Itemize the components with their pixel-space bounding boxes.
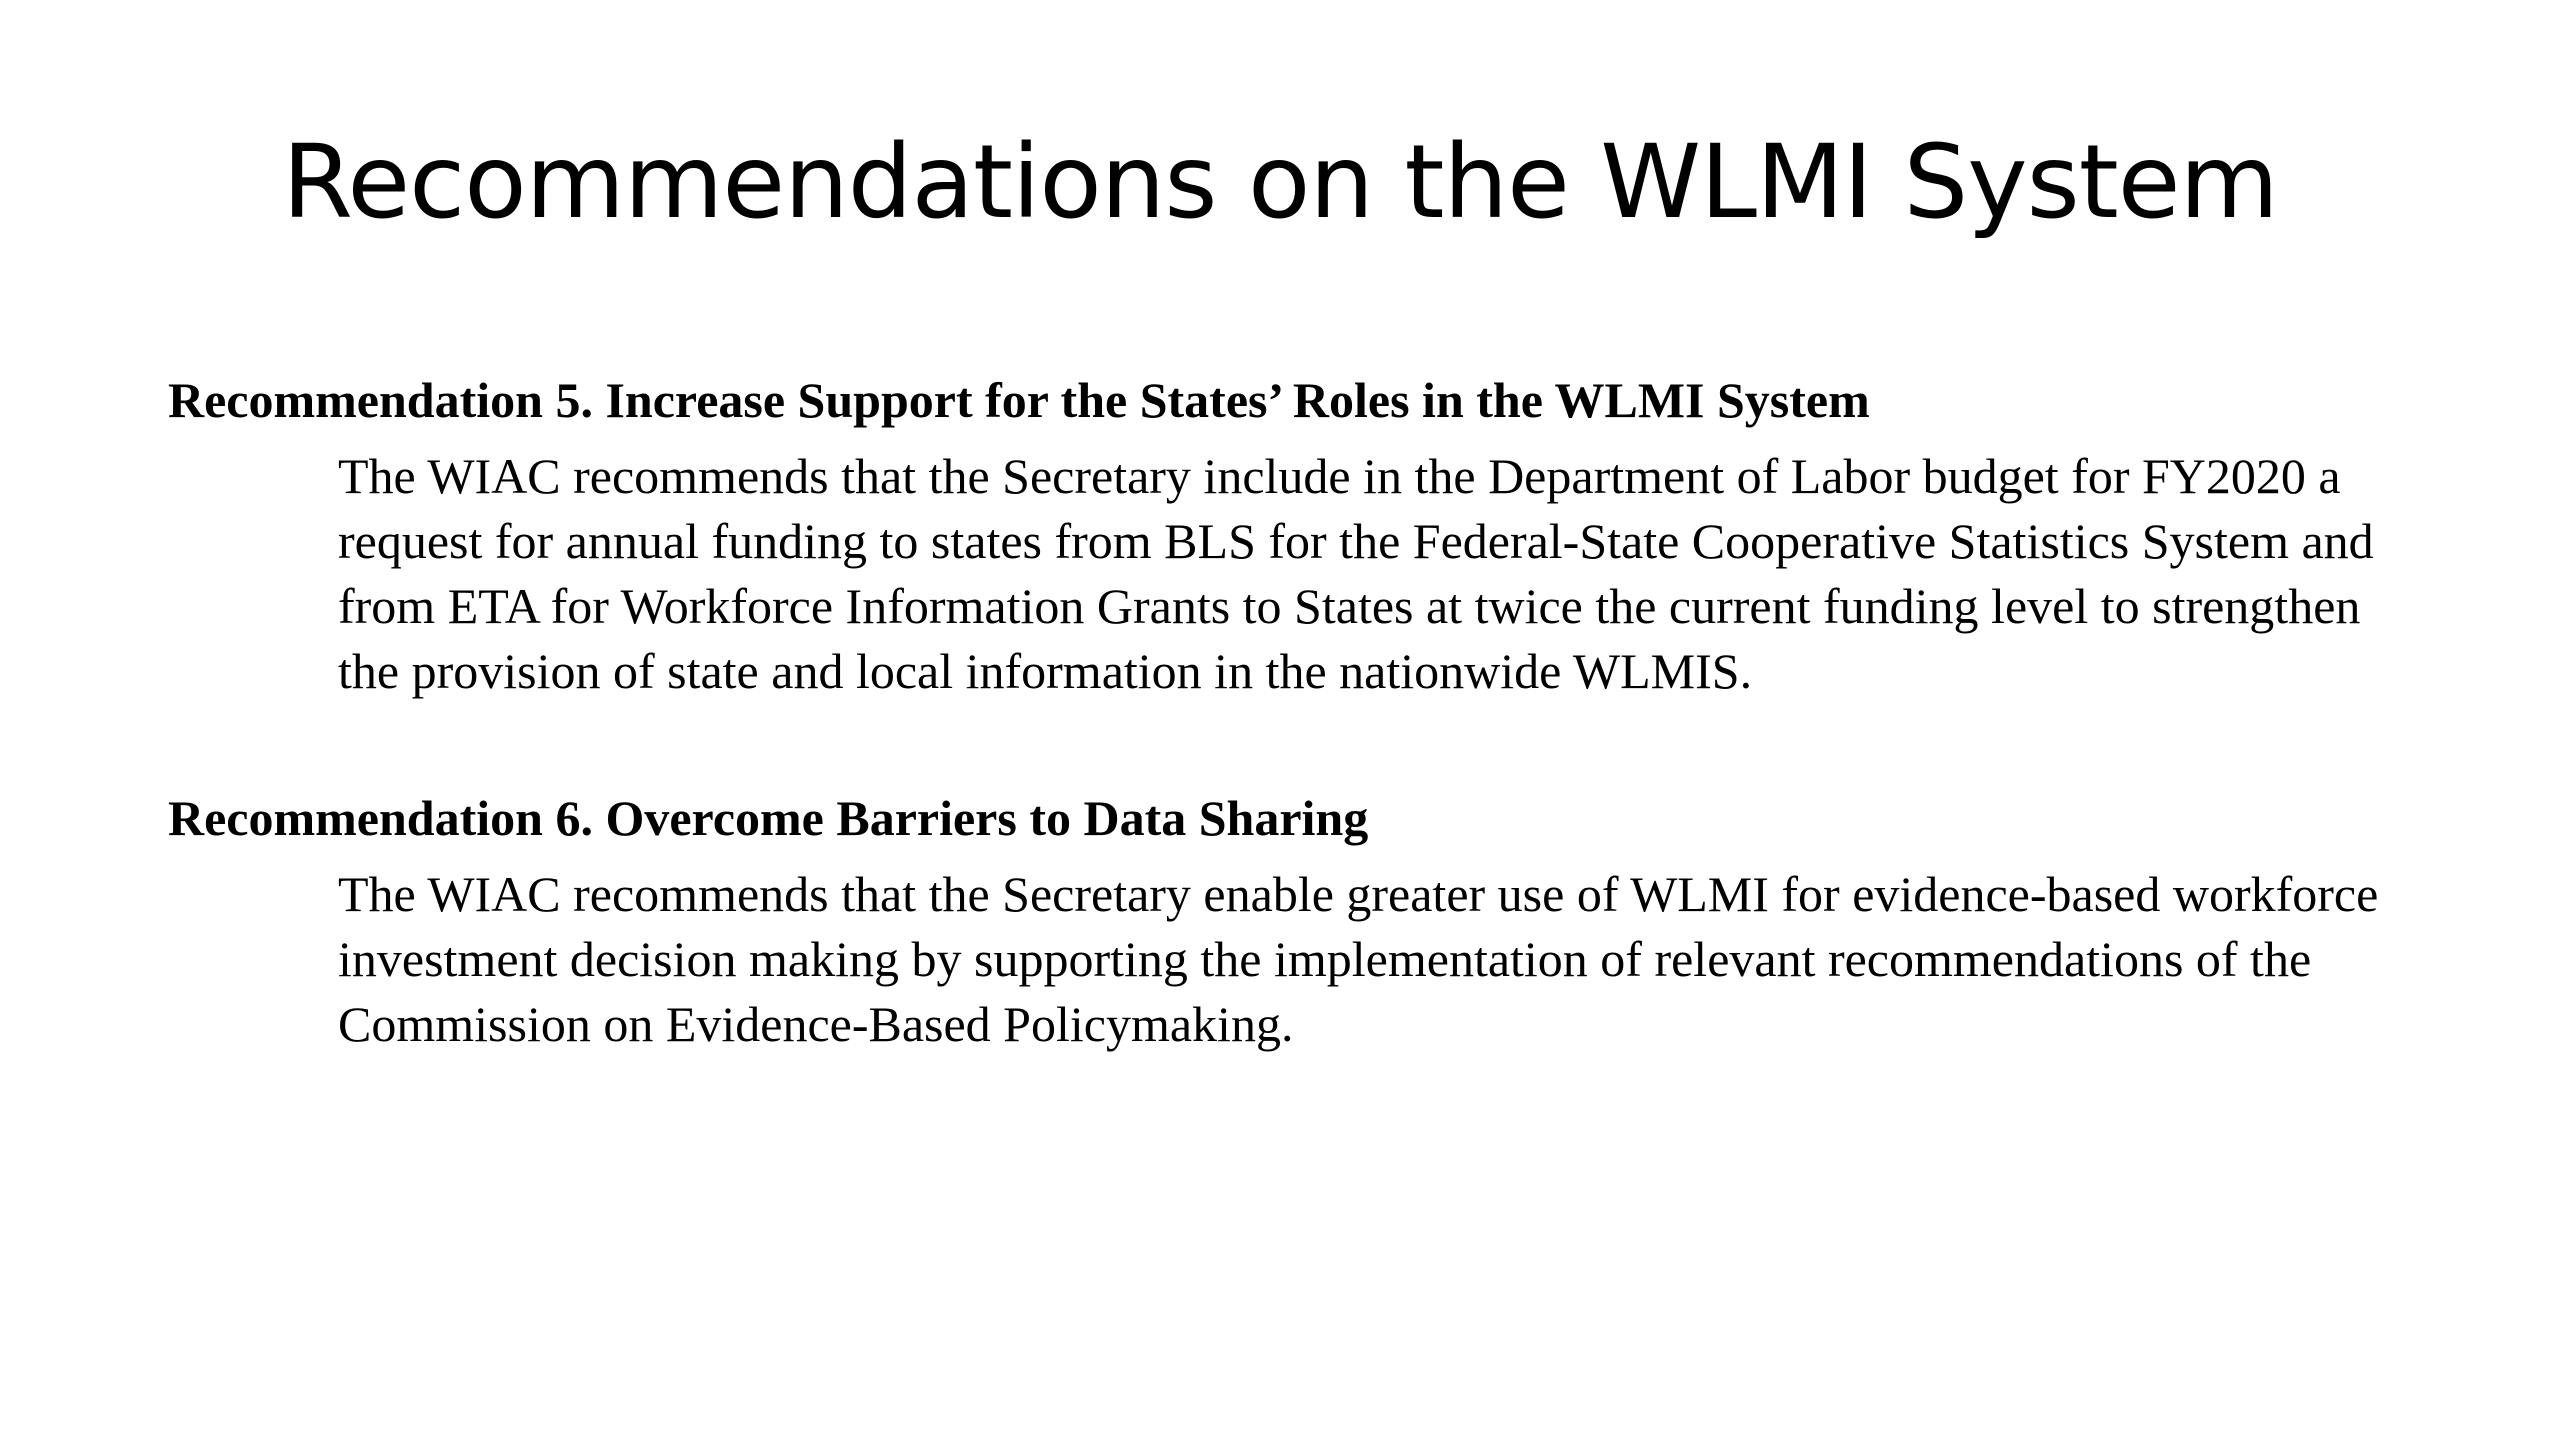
recommendations-excerpt (168, 362, 2408, 1133)
recommendation-5-heading: Recommendation 5. Increase Support for the States’ Roles in the WLMI System (168, 372, 1870, 428)
recommendation-6-body: The WIAC recommends that the Secretary enable greater use of WLMI for evidence-based workforce investment decision making by supporting the implementation of relevant recommendations of the Commission on Evidence-Based Policymaking. (338, 866, 2379, 1052)
slide-title: Recommendations on the WLMI System (282, 123, 2278, 242)
recommendation-5 (168, 362, 2408, 704)
recommendation-6-heading: Recommendation 6. Overcome Barriers to Data Sharing (168, 790, 1369, 846)
recommendation-6 (168, 780, 2408, 1057)
recommendation-5-body: The WIAC recommends that the Secretary include in the Department of Labor budget for FY2020 a request for annual funding to states from BLS for the Federal-State Cooperative Statistics System and from ETA for Workforce Information Grants to States at twice the current funding level to strengthen the provision of state and local information in the nationwide WLMIS. (338, 448, 2374, 699)
